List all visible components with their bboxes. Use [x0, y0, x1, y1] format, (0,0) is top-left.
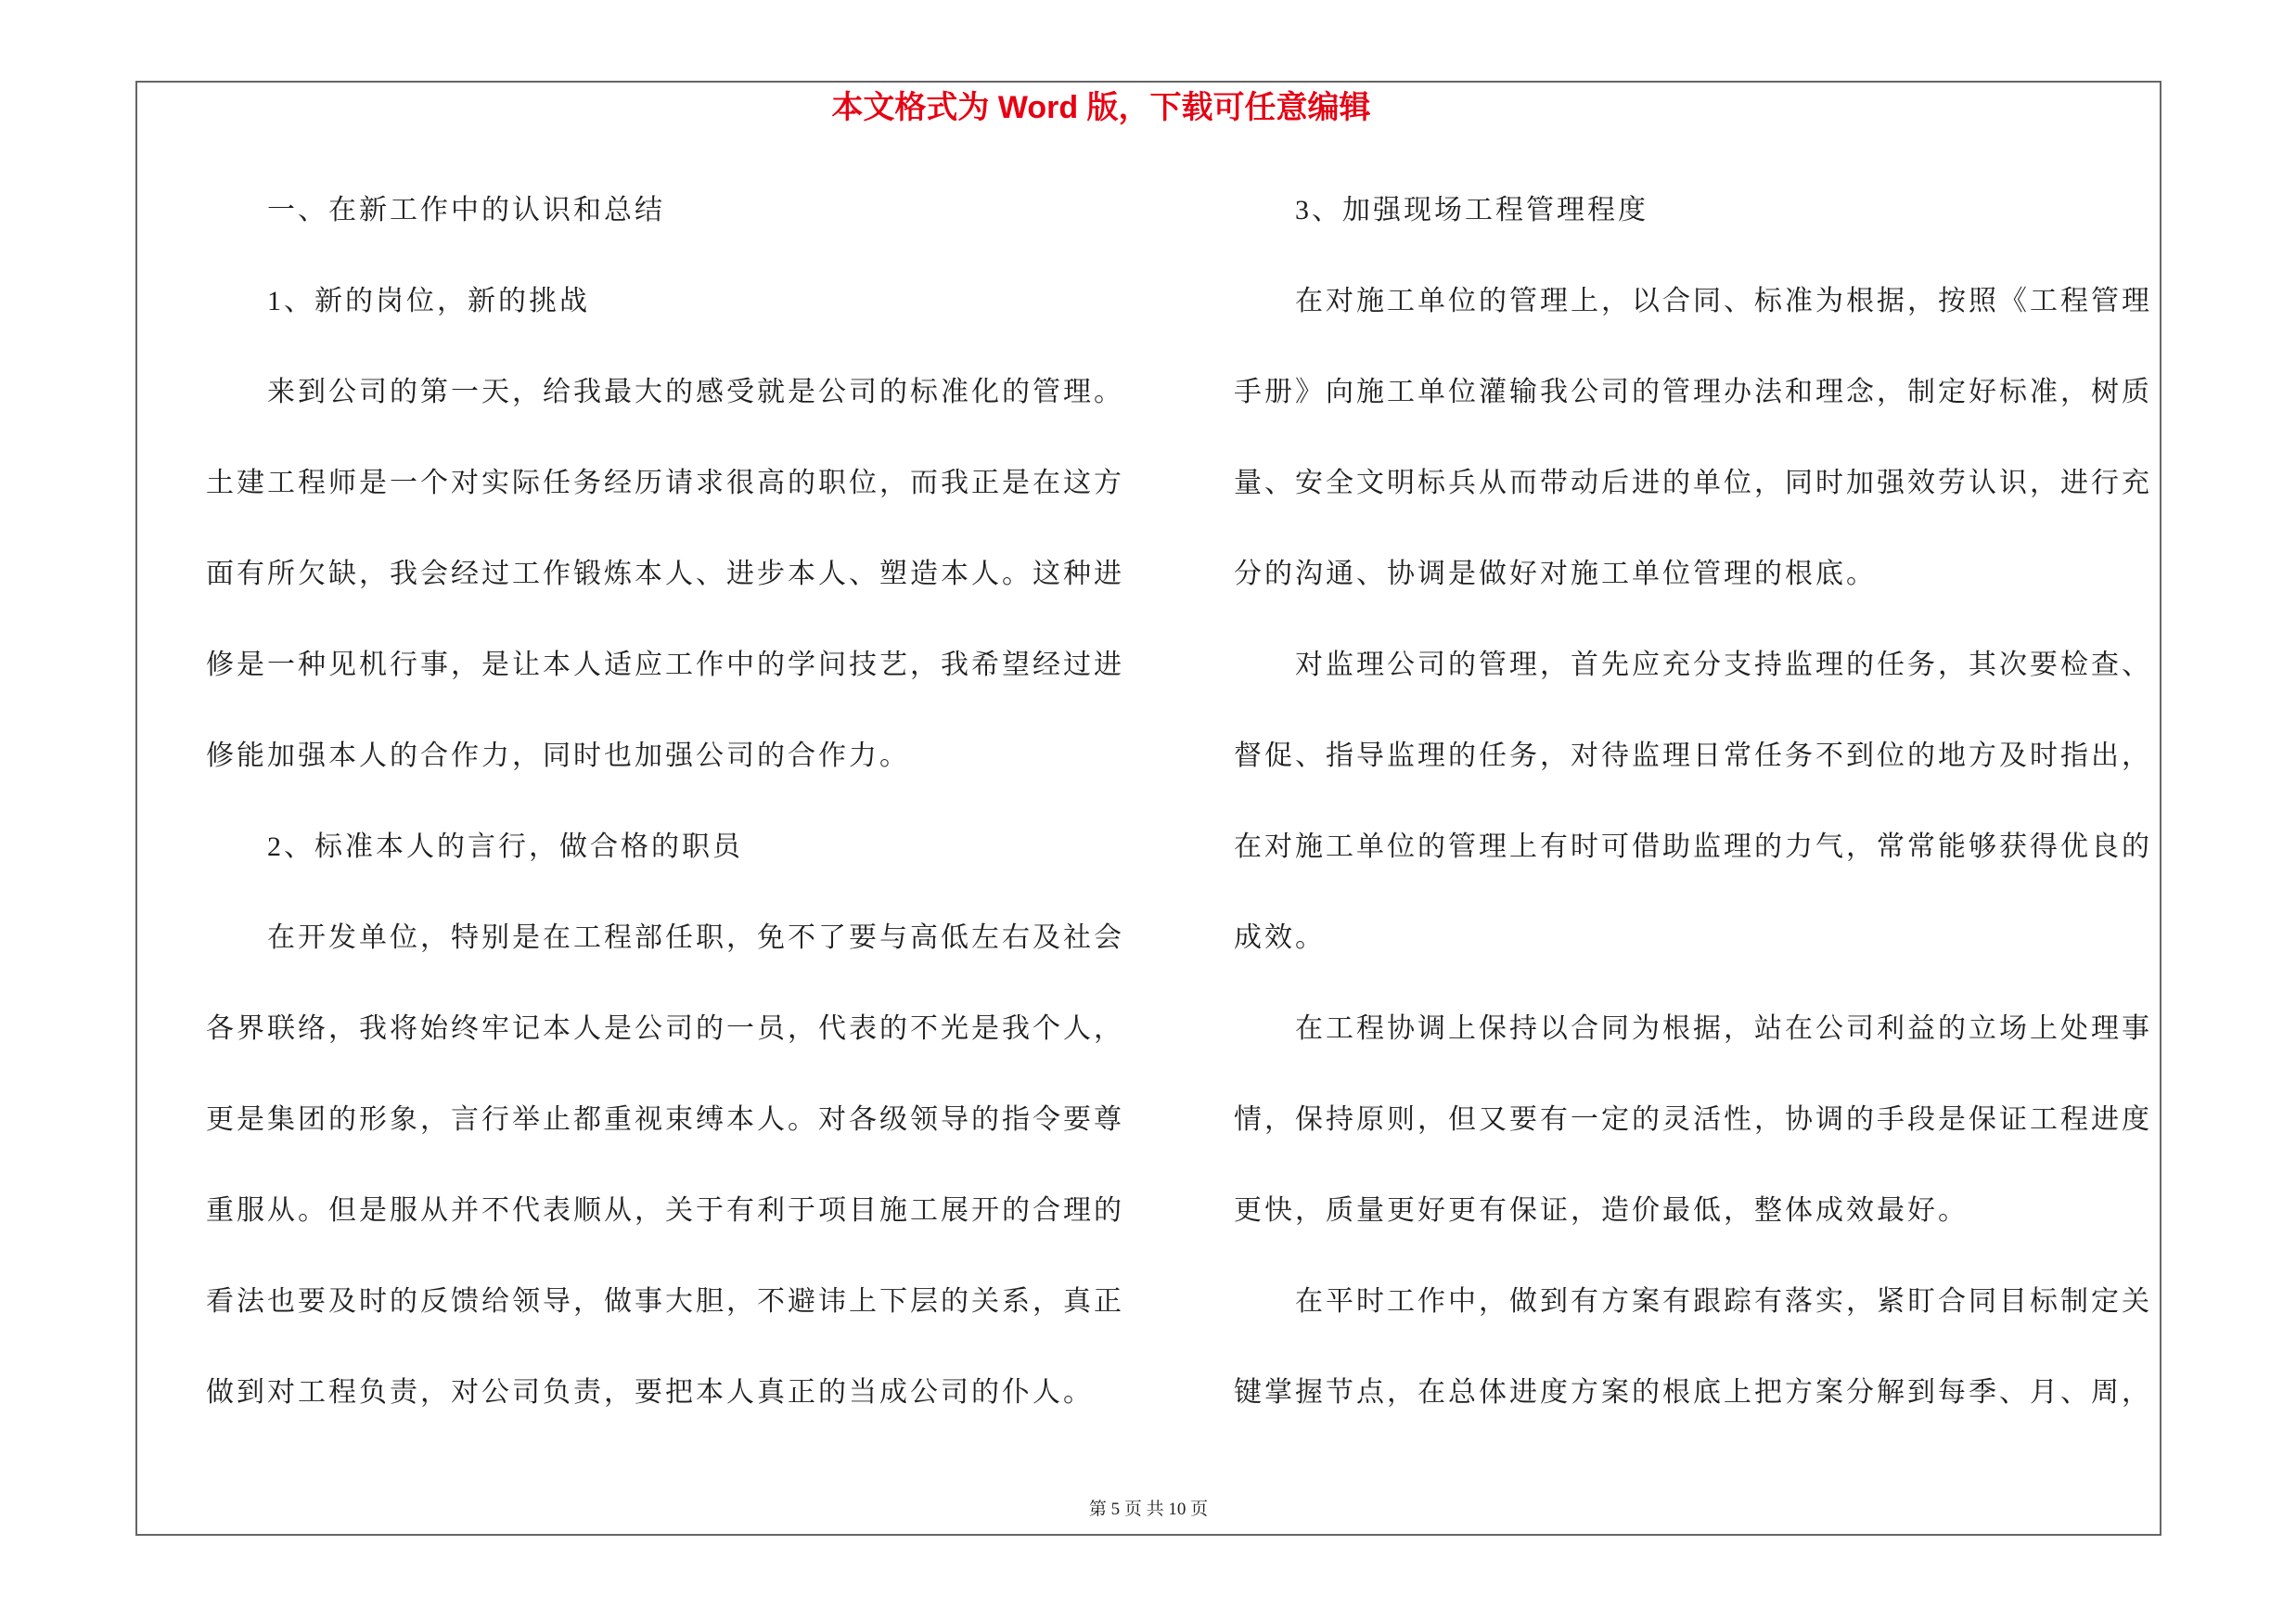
- text-line: 更是集团的形象，言行举止都重视束缚本人。对各级领导的指令要尊: [206, 1104, 1124, 1135]
- subsection-heading: [206, 802, 1134, 893]
- page-number: 第 5 页 共 10 页: [1088, 1500, 1209, 1519]
- text-line: 在开发单位，特别是在工程部任职，免不了要与高低左右及社会: [267, 922, 1124, 953]
- text-line: 重服从。但是服从并不代表顺从，关于有利于项目施工展开的合理的: [206, 1195, 1124, 1226]
- format-notice: 本文格式为 Word 版，下载可任意编辑: [831, 90, 1371, 125]
- text-line: 各界联络，我将始终牢记本人是公司的一员，代表的不光是我个人，: [206, 1013, 1124, 1044]
- text-line: 在工程协调上保持以合同为根据，站在公司利益的立场上处理事: [1295, 1013, 2152, 1044]
- text-line: 一、在新工作中的认识和总结: [267, 195, 665, 225]
- text-line: 分的沟通、协调是做好对施工单位管理的根底。: [1234, 559, 1877, 589]
- text-line: 修是一种见机行事，是让本人适应工作中的学问技艺，我希望经过进: [206, 650, 1124, 680]
- text-line: 手册》向施工单位灌输我公司的管理办法和理念，制定好标准，树质: [1234, 377, 2152, 407]
- paragraph: [206, 893, 1134, 1438]
- text-line: 做到对工程负责，对公司负责，要把本人真正的当成公司的仆人。: [206, 1377, 1094, 1408]
- paragraph: [1234, 1256, 2161, 1438]
- text-line: 键掌握节点，在总体进度方案的根底上把方案分解到每季、月、周，: [1234, 1377, 2152, 1408]
- text-line: 土建工程师是一个对实际任务经历请求很高的职位，而我正是在这方: [206, 468, 1124, 498]
- paragraph: [1234, 620, 2161, 984]
- text-line: 在平时工作中，做到有方案有跟踪有落实，紧盯合同目标制定关: [1295, 1286, 2152, 1317]
- text-line: 2、标准本人的言行，做合格的职员: [267, 831, 743, 862]
- subsection-heading: [206, 256, 1134, 347]
- text-line: 3、加强现场工程管理程度: [1295, 195, 1648, 225]
- section-heading: [206, 165, 1134, 256]
- text-line: 在对施工单位的管理上有时可借助监理的力气，常常能够获得优良的: [1234, 831, 2152, 862]
- text-line: 量、安全文明标兵从而带动后进的单位，同时加强效劳认识，进行充: [1234, 468, 2152, 498]
- text-line: 对监理公司的管理，首先应充分支持监理的任务，其次要检查、: [1295, 650, 2152, 680]
- text-line: 来到公司的第一天，给我最大的感受就是公司的标准化的管理。: [267, 377, 1124, 407]
- text-line: 1、新的岗位，新的挑战: [267, 286, 590, 316]
- text-line: 看法也要及时的反馈给领导，做事大胆，不避讳上下层的关系，真正: [206, 1286, 1124, 1317]
- subsection-heading: [1234, 165, 2161, 256]
- paragraph: [1234, 256, 2161, 620]
- text-line: 修能加强本人的合作力，同时也加强公司的合作力。: [206, 741, 910, 771]
- text-line: 在对施工单位的管理上，以合同、标准为根据，按照《工程管理: [1295, 286, 2152, 316]
- right-column: [1234, 165, 2161, 1438]
- text-line: 成效。: [1234, 922, 1326, 953]
- text-line: 面有所欠缺，我会经过工作锻炼本人、进步本人、塑造本人。这种进: [206, 559, 1124, 589]
- left-column: [206, 165, 1134, 1438]
- paragraph: [206, 347, 1134, 802]
- text-line: 情，保持原则，但又要有一定的灵活性，协调的手段是保证工程进度: [1234, 1104, 2152, 1135]
- paragraph: [1234, 984, 2161, 1256]
- text-line: 督促、指导监理的任务，对待监理日常任务不到位的地方及时指出，: [1234, 741, 2152, 771]
- text-line: 更快，质量更好更有保证，造价最低，整体成效最好。: [1234, 1195, 1969, 1226]
